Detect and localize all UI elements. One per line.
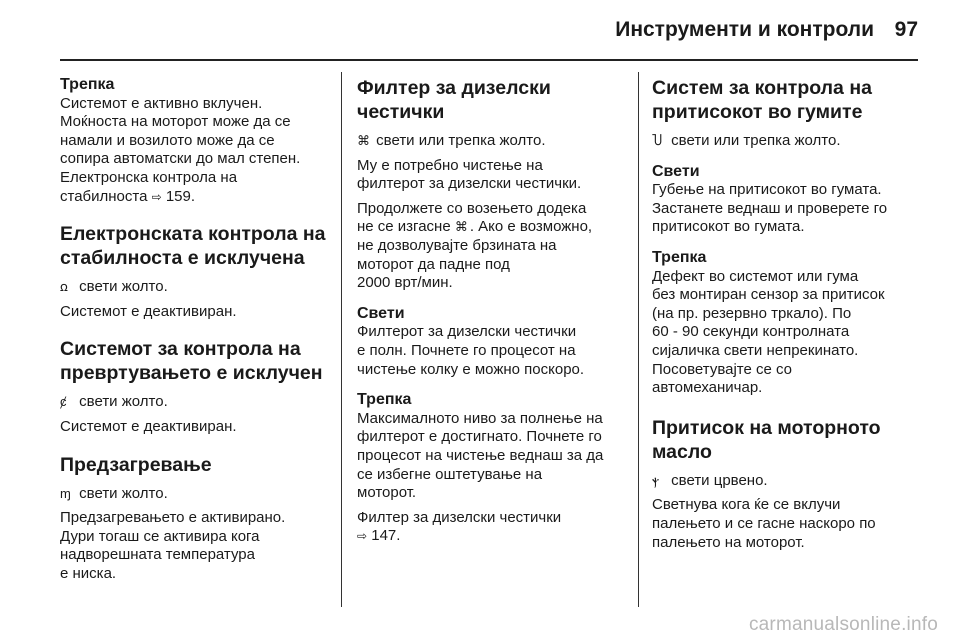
page-reference-arrow-icon: ⇨ [151,189,162,204]
column-3 [652,76,924,558]
preheat-text: Предзагревањето е активирано. Дури тогаш се активира кога надворешната температура е ниска. [60,509,286,582]
dpf-icon: ⌘ [357,133,370,148]
tyre-pressure-icon: Ⴎ [652,133,663,148]
preheat-lights: ɱ свети жолто. [60,484,168,502]
tpms-lit-text: Губење на притисокот во гумата. Застанете веднаш и проверете го притисокот во гумата. [652,181,888,236]
column-2 [357,76,629,552]
dpf-lights: ⌘ свети или трепка жолто. [357,132,546,149]
traction-off-title: Системот за контрола на превртувањето е исклучен [60,338,323,385]
esc-off-status: Системот е деактивиран. [60,302,237,320]
dpf-para-2: Продолжете со возењето додека не се изгасне ⌘ . Ако е возможно, не дозволувајте брзината на моторот да падне под 2000 врт/мин. [357,199,593,292]
column-1 [60,76,332,590]
oil-pressure-title: Притисок на моторното масло [652,416,881,463]
tpms-lit-heading: Свети [652,162,700,180]
header-divider [60,59,918,61]
traction-off-lights: ȼ свети жолто. [60,393,168,411]
column-divider-1 [341,72,342,607]
page-reference[interactable]: 159. [165,187,196,205]
header-title: Инструменти и контроли [615,18,874,41]
tpms-blink-heading: Трепка [652,248,707,266]
page-header [0,0,960,58]
esc-blink-text: Системот е активно вклучен. Моќноста на моторот може да се намали и возилото може да се сопира автоматски до мал степен. Електронска контрола на стабилноста ⇨ 159. [60,94,301,205]
oil-pressure-lights: ⲯ свети црвено. [652,471,768,489]
tpms-title: Систем за контрола на притисокот во гумите [652,77,872,123]
page-reference[interactable]: 147. [371,527,401,545]
column-divider-2 [638,72,639,607]
dpf-blink-text: Максималното ниво за полнење на филтерот е достигнато. Почнете го процесот на чистење веднаш за да се избегне оштетување на моторот. [357,409,604,502]
dpf-icon-inline: ⌘ [454,219,468,235]
preheat-coil-icon: ɱ [60,485,71,501]
traction-off-status: Системот е деактивиран. [60,417,237,435]
watermark: carmanualsonline.info [748,614,938,635]
dpf-reference: Филтер за дизелски честички ⇨ 147. [357,508,562,545]
tpms-blink-text: Дефект во системот или гума без монтиран сензор за притисок (на пр. резервно тркало). По 60 - 90 секунди контролната сијаличка свети непрекинато. Посоветувајте се со автомеханичар. [652,267,885,397]
preheat-title: Предзагревање [60,453,212,476]
page-reference-arrow-icon: ⇨ [357,529,368,544]
page-number: 97 [894,18,918,41]
dpf-lit-heading: Свети [357,304,405,322]
traction-off-icon: ȼ [60,394,67,410]
esc-off-lights: ꭥ свети жолто. [60,278,168,296]
dpf-title: Филтер за дизелски честички [357,77,551,123]
blink-heading: Трепка [60,76,115,93]
oil-pressure-text: Светнува кога ќе се вклучи палењето и се гасне наскоро по палењето на моторот. [652,496,876,551]
tpms-lights: Ⴎ свети или трепка жолто. [652,132,841,149]
dpf-blink-heading: Трепка [357,391,412,409]
oil-can-icon: ⲯ [652,472,660,488]
esc-off-icon: ꭥ [60,279,68,295]
dpf-lit-text: Филтерот за дизелски честички е полн. Почнете го процесот на чистење колку е можно поскоро. [357,323,585,378]
dpf-para-1: Му е потребно чистење на филтерот за дизелски честички. [357,156,582,193]
esc-off-title: Електронската контрола на стабилноста е исклучена [60,223,326,270]
